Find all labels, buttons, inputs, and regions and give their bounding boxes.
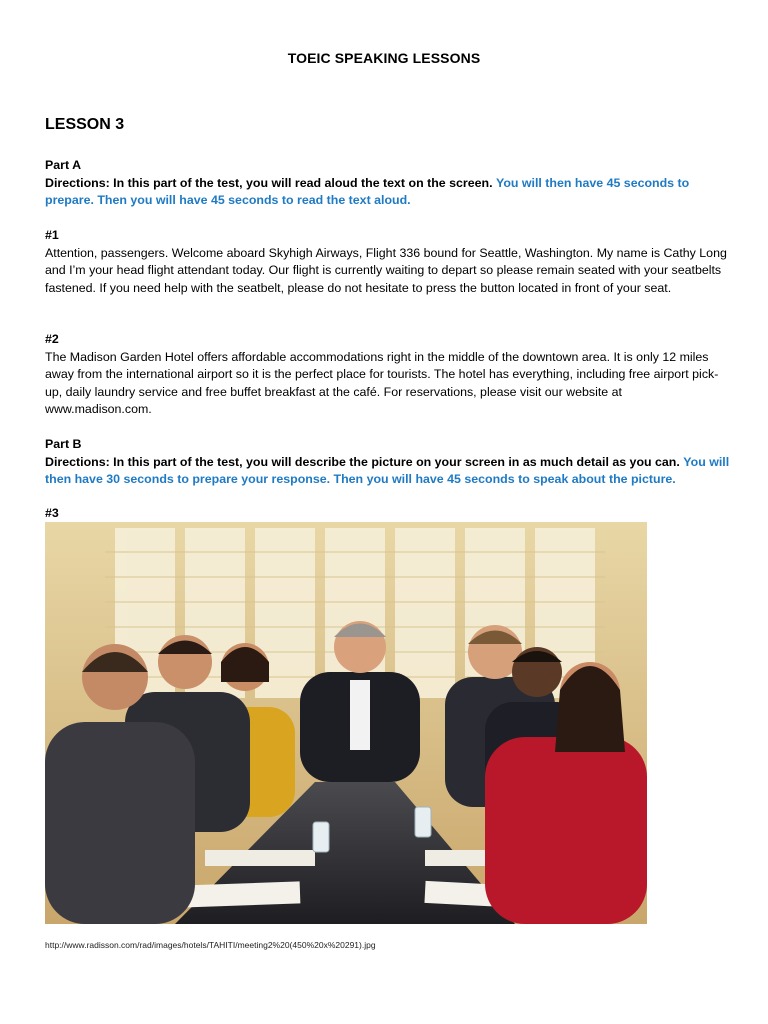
part-a-directions-main: Directions: In this part of the test, you will read aloud the text on the screen.	[45, 175, 493, 190]
document-title: TOEIC SPEAKING LESSONS	[287, 50, 481, 66]
item-3	[45, 505, 730, 523]
part-a-section	[45, 157, 730, 210]
part-b-heading: Part B	[45, 437, 82, 451]
item-1-number: #1	[45, 228, 59, 242]
part-b-directions	[45, 454, 730, 489]
meeting-illustration	[45, 522, 647, 924]
part-a-directions-timing: You will then have 45 seconds to prepare. Then you will have 45 seconds to read the text aloud.	[45, 175, 690, 207]
part-a-heading: Part A	[45, 158, 82, 172]
item-2	[45, 331, 730, 419]
lesson-heading: LESSON 3	[45, 116, 125, 133]
meeting-photo	[45, 522, 647, 924]
item-3-number: #3	[45, 506, 59, 520]
part-b-directions-timing: You will then have 30 seconds to prepare your response. Then you will have 45 seconds to speak about the picture.	[45, 454, 730, 486]
part-b-section	[45, 436, 730, 489]
item-1-text: Attention, passengers. Welcome aboard Skyhigh Airways, Flight 336 bound for Seattle, Washington. My name is Cathy Long and I’m your head flight attendant today. Our flight is currently waiting to depart so please remain seated with your seatbelts fastened. If you need help with the seatbelt, please do not hesitate to press the button located in front of your seat.	[45, 245, 727, 295]
item-2-text: The Madison Garden Hotel offers affordable accommodations right in the middle of the downtown area. It is only 12 miles away from the international airport so it is the perfect place for tourists. The hotel has everything, including free airport pick-up, daily laundry service and free buffet breakfast at the café. For reservations, please visit our website at www.madison.com.	[45, 349, 719, 416]
item-1	[45, 227, 730, 297]
part-a-directions	[45, 175, 730, 210]
part-b-directions-main: Directions: In this part of the test, you will describe the picture on your screen in as much detail as you can.	[45, 454, 680, 469]
item-2-number: #2	[45, 332, 59, 346]
image-caption-url: http://www.radisson.com/rad/images/hotels/TAHITI/meeting2%20(450%20x%20291).jpg	[45, 940, 376, 950]
